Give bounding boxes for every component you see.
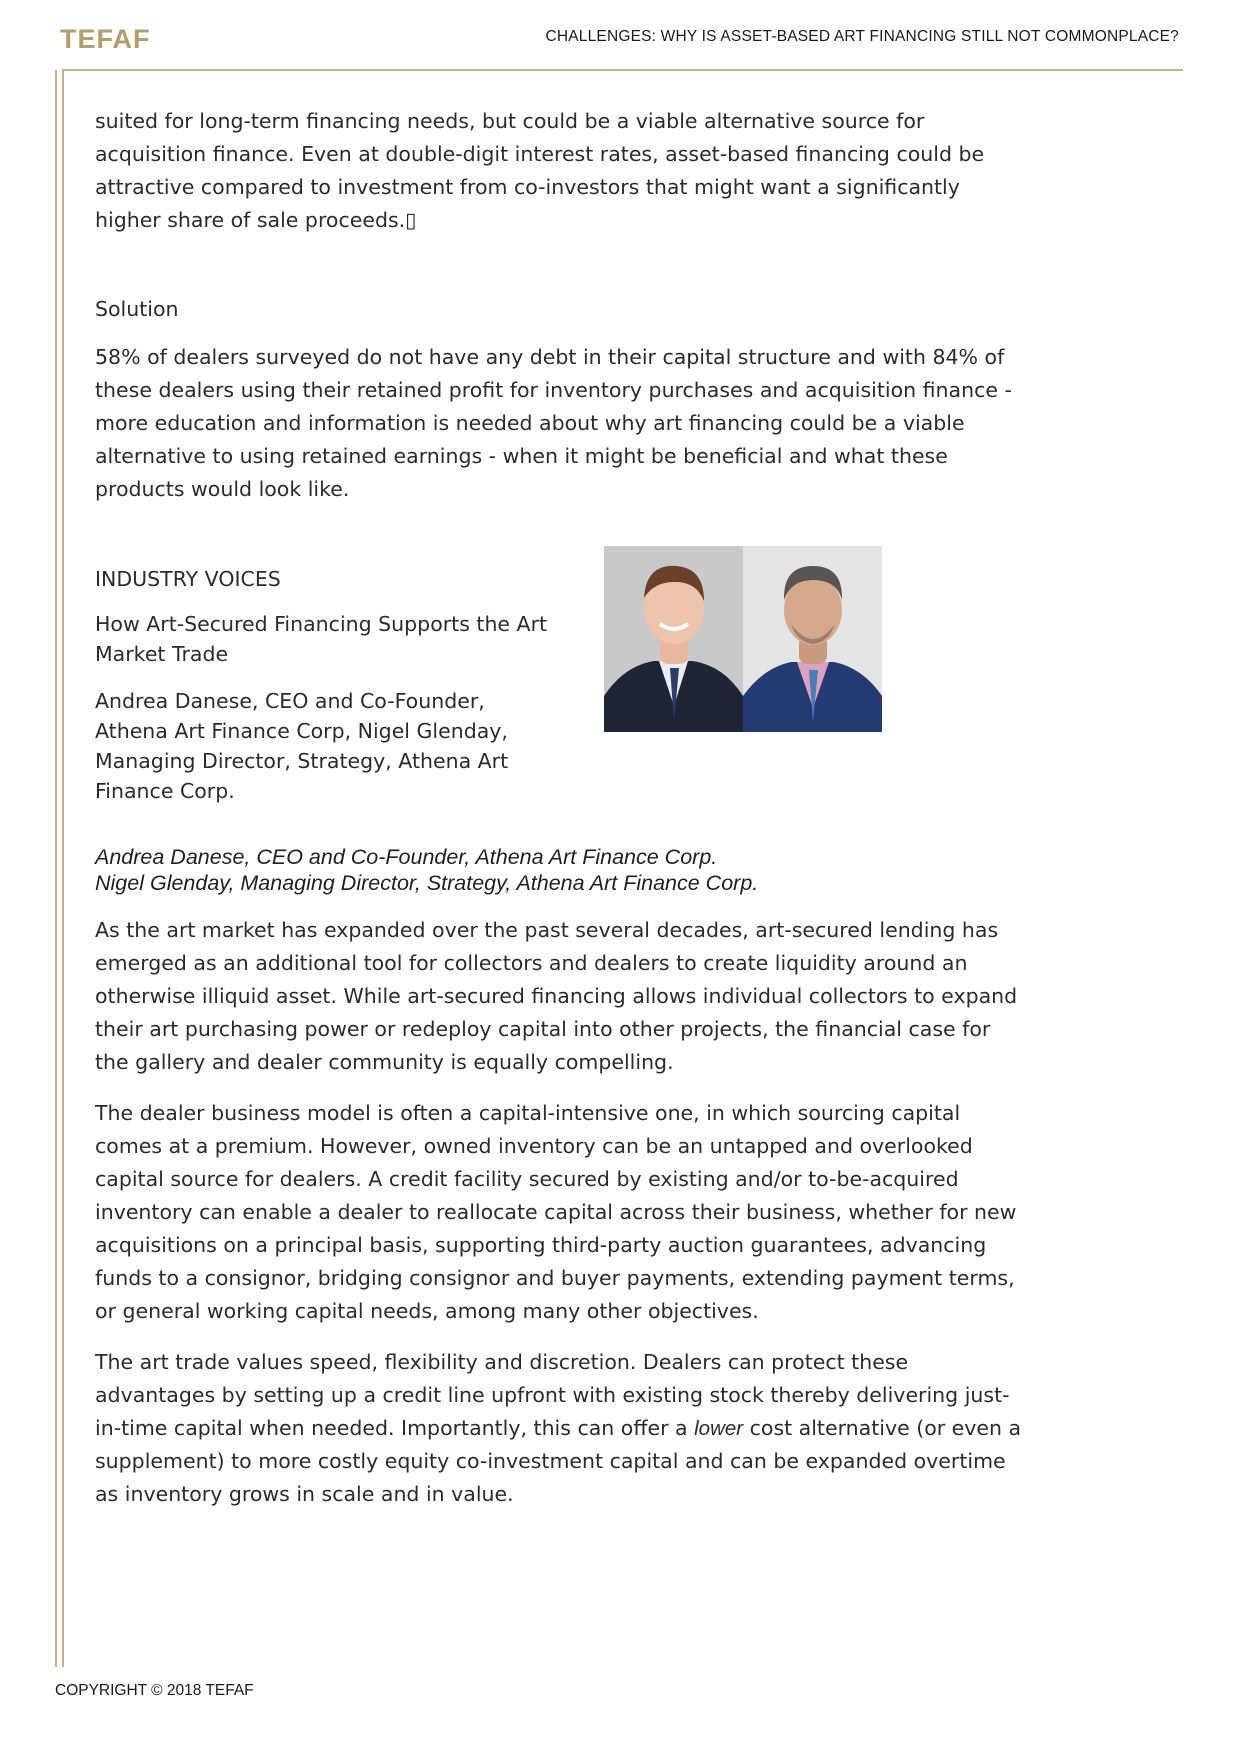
- header-rule: [62, 69, 1183, 71]
- footer-copyright: COPYRIGHT © 2018 TEFAF: [55, 1682, 254, 1699]
- article-paragraph-1: As the art market has expanded over the past several decades, art-secured lending has emerged as an additional tool for collectors and dealers to create liquidity around an otherwise illiquid asset. While art-secured financing allows individual collectors to expand their art purchasing power or redeploy capital into other projects, the financial case for the gallery and dealer community is equally compelling.: [95, 918, 1018, 1074]
- margin-line-inner: [62, 70, 64, 1667]
- article-paragraph-2: The dealer business model is often a capital-intensive one, in which sourcing capital comes at a premium. However, owned inventory can be an untapped and overlooked capital source for dealers. A credit facility secured by existing and/or to-be-acquired inventory can enable a dealer to reallocate capital across their business, whether for new acquisitions on a principal basis, supporting third-party auction guarantees, advancing funds to a consignor, bridging consignor and buyer payments, extending payment terms, or general working capital needs, among many other objectives.: [95, 1101, 1017, 1323]
- industry-voices-authors: Andrea Danese, CEO and Co-Founder, Athena Art Finance Corp, Nigel Glenday, Managing Director, Strategy, Athena Art Finance Corp.: [95, 689, 509, 803]
- solution-heading: Solution: [95, 297, 179, 321]
- solution-paragraph: 58% of dealers surveyed do not have any debt in their capital structure and with 84% of these dealers using their retained profit for inventory purchases and acquisition finance - more education and information is needed about why art financing could be a viable alternative to using retained earnings - when it might be beneficial and what these products would look like.: [95, 345, 1012, 501]
- intro-paragraph: suited for long-term financing needs, but could be a viable alternative source for acquisition finance. Even at double-digit interest rates, asset-based financing could be attractive compared to investment from co-investors that might want a significantly higher share of sale proceeds.▯: [95, 109, 985, 232]
- header-title: CHALLENGES: WHY IS ASSET-BASED ART FINANCING STILL NOT COMMONPLACE?: [545, 28, 1179, 45]
- portrait-nigel-glenday: [743, 546, 882, 732]
- article-paragraph-3-start: The art trade values speed, flexibility and discretion. Dealers can protect these advantages by setting up a credit line upfront with existing stock thereby delivering just-in-time capital when needed. Importantly, this can offer a: [95, 1350, 1010, 1440]
- article-emphasis: lower: [694, 1417, 744, 1440]
- byline-author-2: Nigel Glenday, Managing Director, Strategy, Athena Art Finance Corp.: [95, 871, 759, 895]
- portrait-andrea-danese: [604, 546, 743, 732]
- industry-voices-title: How Art-Secured Financing Supports the Art Market Trade: [95, 612, 548, 666]
- article-byline: [95, 844, 995, 896]
- article-paragraph-3: [95, 1346, 1025, 1511]
- industry-voices-heading: INDUSTRY VOICES: [95, 567, 281, 591]
- author-photos: [604, 546, 882, 732]
- byline-author-1: Andrea Danese, CEO and Co-Founder, Athena Art Finance Corp.: [95, 845, 718, 869]
- article-paragraph-3-end: cost alternative (or even a supplement) to more costly equity co-investment capital and can be expanded overtime as inventory grows in scale and in value.: [95, 1416, 1022, 1506]
- margin-line-outer: [55, 70, 57, 1667]
- logo: TEFAF: [60, 24, 151, 54]
